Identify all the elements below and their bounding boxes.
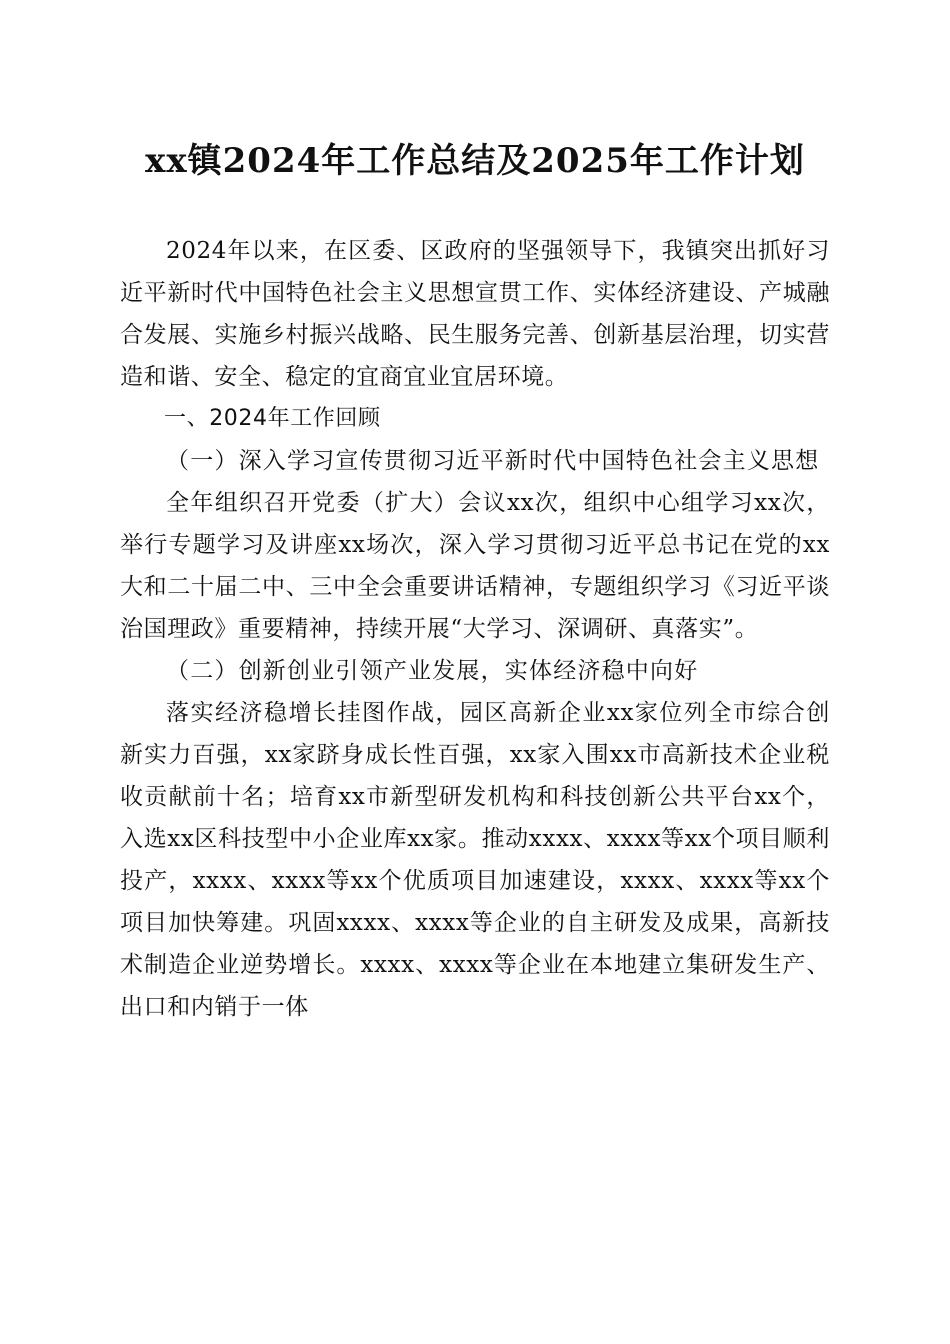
subsection-paragraph: 落实经济稳增长挂图作战，园区高新企业xx家位列全市综合创新实力百强，xx家跻身成长性百强，xx家入围xx市高新技术企业税收贡献前十名；培育xx市新型研发机构和科技创新公共平台xx个，入选xx区科技型中小企业库xx家。推动xxxx、xxxx等xx个项目顺利投产，xxxx、xxxx等xx个优质项目加速建设，xxxx、xxxx等xx个项目加快筹建。巩固xxxx、xxxx等企业的自主研发及成果，高新技术制造企业逆势增长。xxxx、xxxx等企业在本地建立集研发生产、出口和内销于一体 xyxy=(120,700,830,1020)
subsection-heading: （二）创新创业引领产业发展，实体经济稳中向好 xyxy=(166,658,699,684)
subsection-paragraph: 全年组织召开党委（扩大）会议xx次，组织中心组学习xx次，举行专题学习及讲座xx场次，深入学习贯彻习近平总书记在党的xx大和二十届二中、三中全会重要讲话精神，专题组织学习《习近平谈治国理政》重要精神，持续开展“大学习、深调研、真落实”。 xyxy=(120,490,830,642)
subsection-heading: （一）深入学习宣传贯彻习近平新时代中国特色社会主义思想 xyxy=(166,448,820,474)
document-body xyxy=(120,230,830,1028)
document-title: xx镇2024年工作总结及2025年工作计划 xyxy=(145,141,805,181)
section-heading: 一、2024年工作回顾 xyxy=(164,406,381,431)
intro-paragraph: 2024年以来，在区委、区政府的坚强领导下，我镇突出抓好习近平新时代中国特色社会主义思想宣贯工作、实体经济建设、产城融合发展、实施乡村振兴战略、民生服务完善、创新基层治理，切实营造和谐、安全、稳定的宜商宜业宜居环境。 xyxy=(120,238,830,390)
